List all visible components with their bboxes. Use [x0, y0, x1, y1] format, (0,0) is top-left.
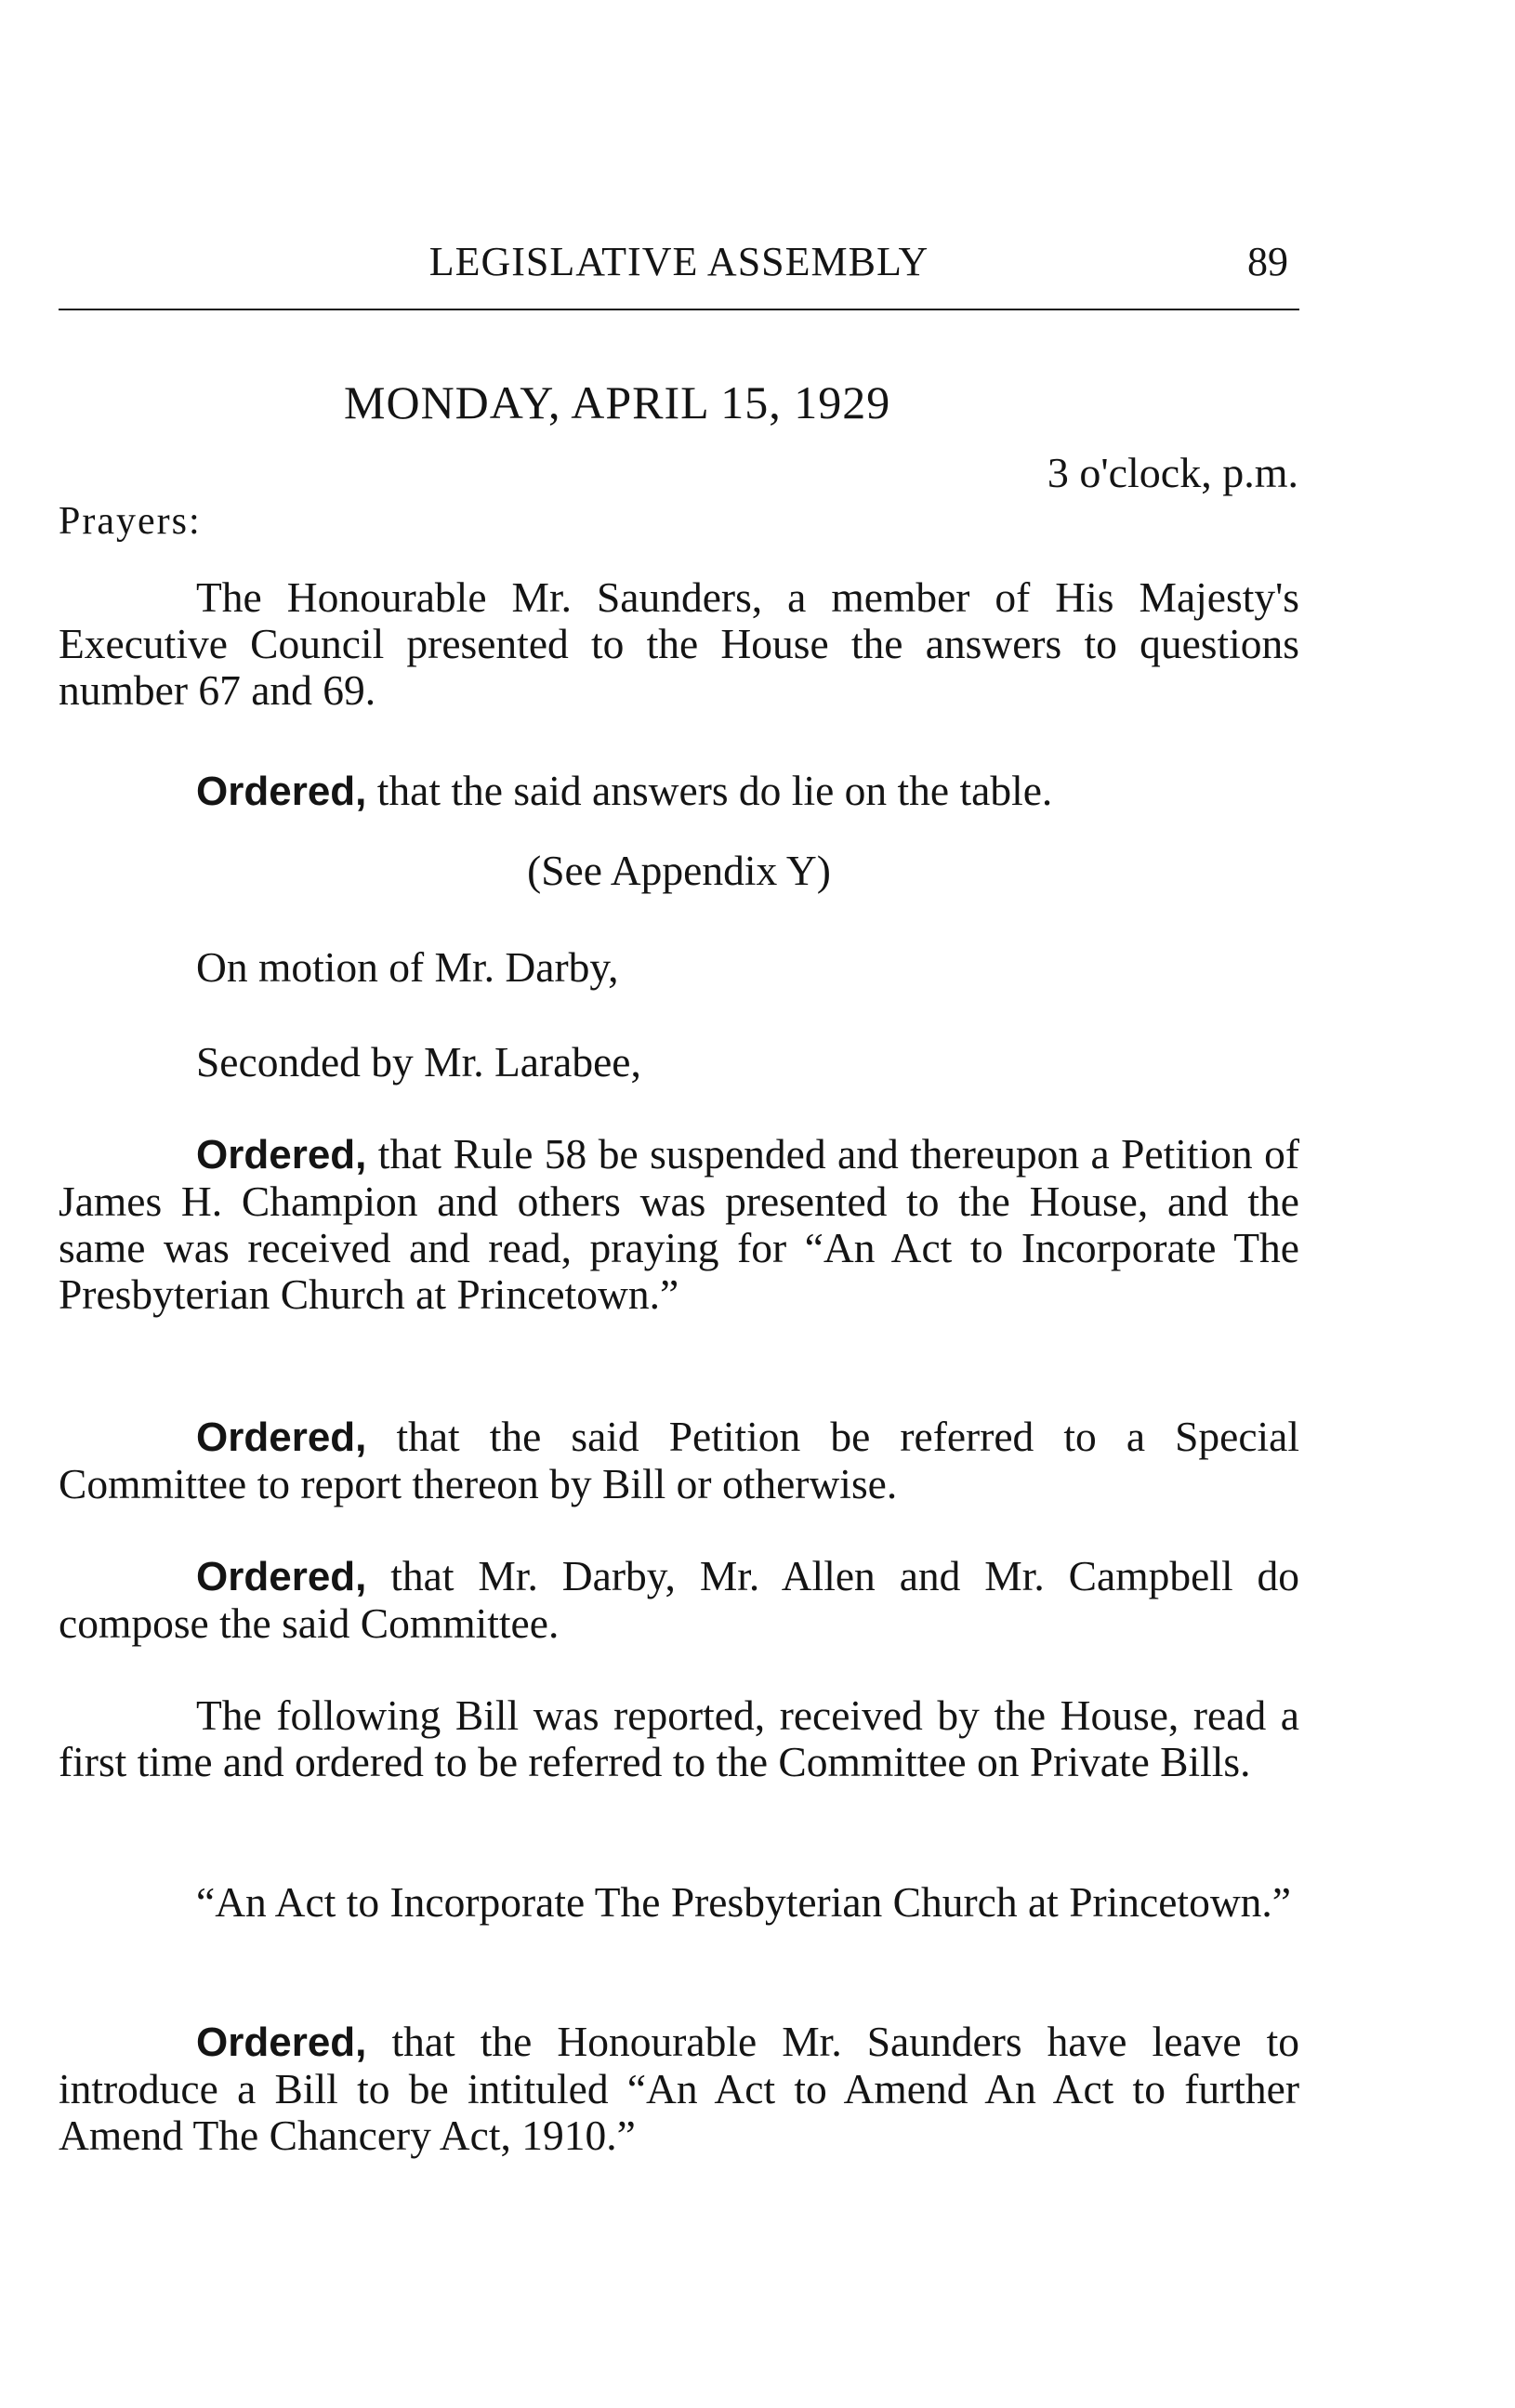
header-rule: [59, 309, 1299, 310]
ordered-committee-referral: [59, 1414, 1299, 1507]
ordered-petition-paragraph: [59, 1131, 1299, 1318]
ordered-text: that the Honourable Mr. Saunders have leave to introduce a Bill to be intituled “An Act to Amend An Act to further Amend The Chancery Act, 1910.”: [59, 2018, 1299, 2159]
ordered-label: Ordered,: [196, 1132, 367, 1178]
sitting-time: 3 o'clock, p.m.: [1047, 449, 1298, 496]
ordered-leave-paragraph: [59, 2019, 1299, 2159]
ordered-label: Ordered,: [196, 1554, 367, 1599]
ordered-text: that the said Petition be referred to a Special Committee to report thereon by Bill or otherwise.: [59, 1413, 1299, 1507]
running-title: LEGISLATIVE ASSEMBLY: [428, 239, 929, 284]
ordered-text: that the said answers do lie on the table.: [366, 767, 1053, 814]
ordered-label: Ordered,: [196, 769, 367, 814]
ordered-answers-table: [59, 768, 1299, 815]
ordered-text: that Rule 58 be suspended and thereupon a Petition of James H. Champion and others was presented to the House, and the same was received and read, praying for “An Act to Incorporate The Presbyterian Church at Princetown.”: [59, 1130, 1299, 1318]
motion-mover: On motion of Mr. Darby,: [196, 943, 619, 991]
prayers-label: Prayers:: [59, 500, 202, 543]
appendix-reference: (See Appendix Y): [527, 847, 831, 894]
bill-title-paragraph: “An Act to Incorporate The Presbyterian Church at Princetown.”: [196, 1878, 1292, 1926]
sitting-date: MONDAY, APRIL 15, 1929: [344, 376, 891, 428]
bill-reported-paragraph: The following Bill was reported, received by the House, read a first time and ordered to be referred to the Committee on Private Bills.: [59, 1691, 1299, 1785]
answers-paragraph: The Honourable Mr. Saunders, a member of His Majesty's Executive Council presented to the House the answers to questions number 67 and 69.: [59, 573, 1299, 714]
page-header: [59, 232, 1299, 292]
ordered-label: Ordered,: [196, 2020, 367, 2065]
ordered-text: that Mr. Darby, Mr. Allen and Mr. Campbell do compose the said Committee.: [59, 1552, 1299, 1647]
motion-seconder: Seconded by Mr. Larabee,: [196, 1038, 641, 1086]
ordered-label: Ordered,: [196, 1415, 367, 1460]
ordered-committee-members: [59, 1553, 1299, 1647]
page-number: 89: [1247, 239, 1288, 284]
